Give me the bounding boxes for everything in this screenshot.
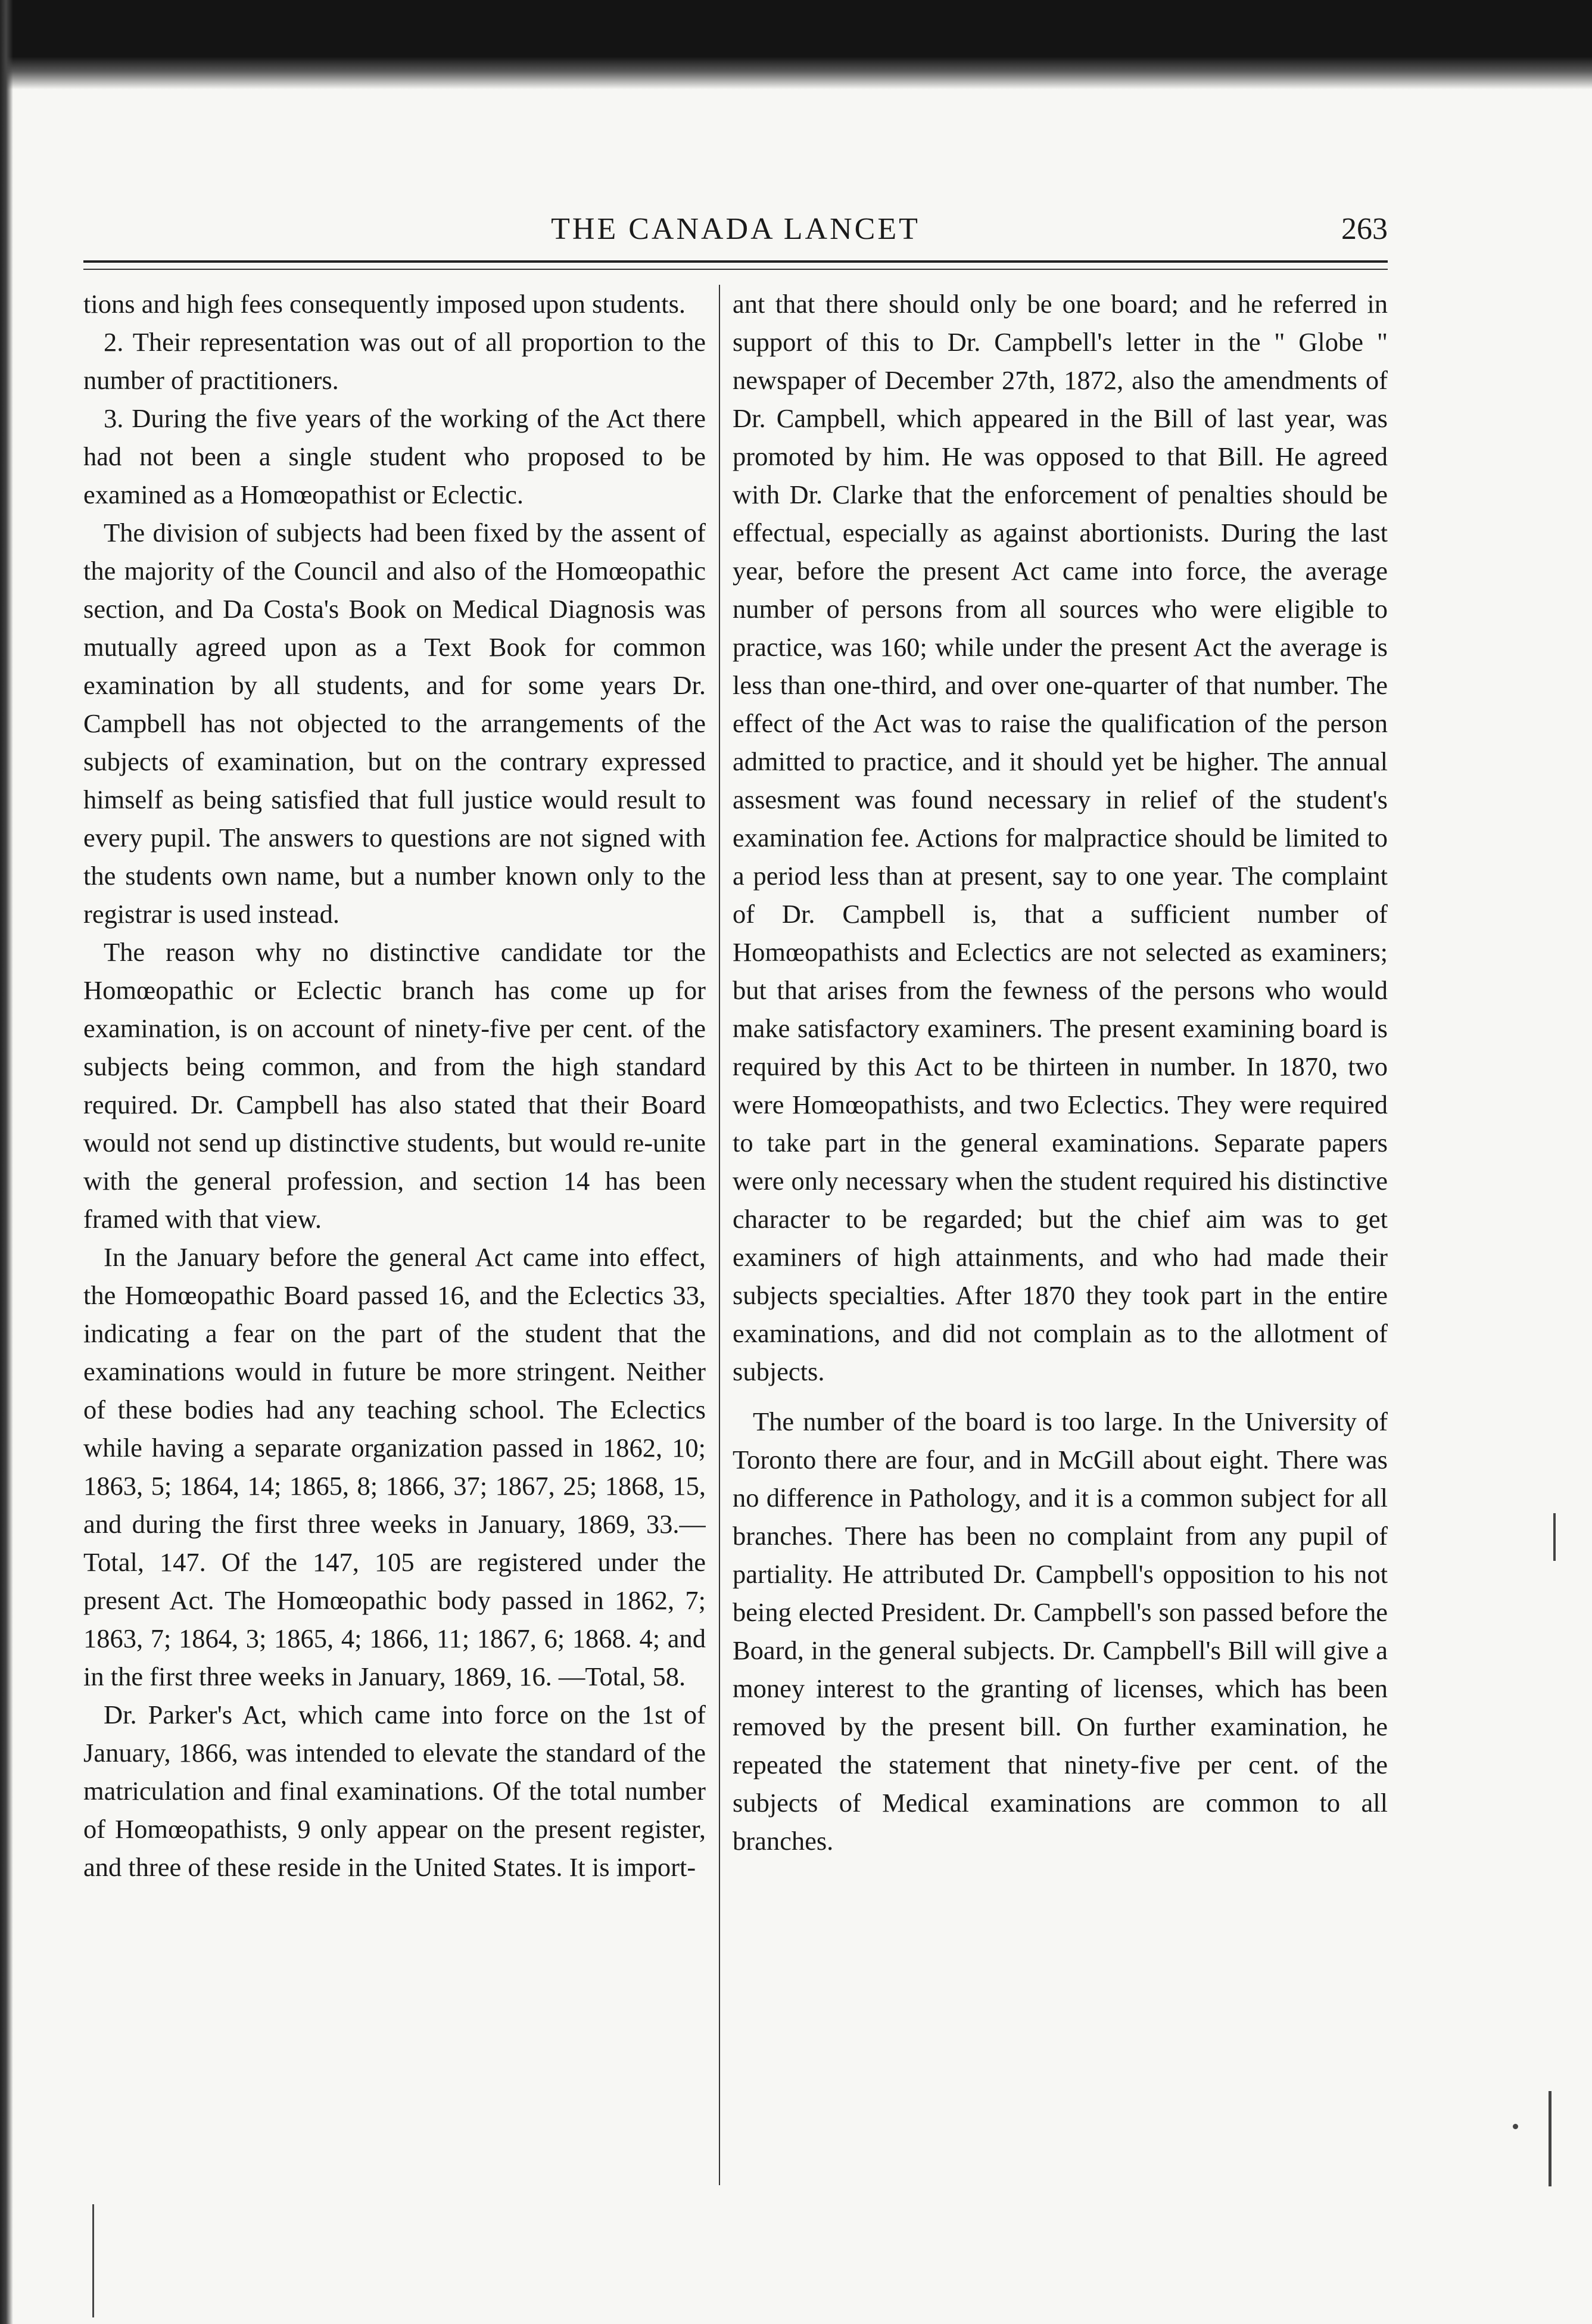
header-rule-thick xyxy=(83,260,1388,263)
paragraph: Dr. Parker's Act, which came into force on the 1st of January, 1866, was intended to elevate the standard of the matriculation and final examinations. Of the total number of Homœopathists, 9 only appear on the present register, and three of these reside in the United States. It is import- xyxy=(83,1700,706,1882)
scan-shadow-left xyxy=(0,0,13,2324)
right-column xyxy=(733,285,1388,2179)
paragraph: The division of subjects had been fixed by the assent of the majority of the Council and also of the Homœopathic section, and Da Costa's Book on Medical Diagnosis was mutually agreed upon as a Text Book for common examination by all students, and for some years Dr. Campbell has not objected to the arrangements of the subjects of examination, but on the contrary expressed himself as being satisfied that full justice would result to every pupil. The answers to questions are not signed with the students own name, but a number known only to the registrar is used instead. xyxy=(83,518,706,929)
scan-shadow-top xyxy=(0,0,1592,89)
scan-speck xyxy=(1553,1513,1556,1561)
column-divider xyxy=(719,285,720,2185)
paragraph: The reason why no distinctive candidate tor the Homœopathic or Eclectic branch has come up for examination, is on account of ninety-five per cent. of the subjects being common, and from the high standard required. Dr. Campbell has also stated that their Board would not send up distinctive students, but would re-unite with the general profession, and section 14 has been framed with that view. xyxy=(83,937,706,1234)
header-rule-thin xyxy=(83,269,1388,270)
paragraph: 3. During the five years of the working of the Act there had not been a single student who proposed to be examined as a Homœopathist or Eclectic. xyxy=(83,403,706,509)
page-number: 263 xyxy=(1341,212,1388,246)
left-column xyxy=(83,285,706,2179)
scan-speck xyxy=(1549,2091,1552,2186)
page-header xyxy=(83,211,1388,253)
paragraph: tions and high fees consequently imposed upon students. xyxy=(83,289,686,319)
paragraph: The number of the board is too large. In the University of Toronto there are four, and in McGill about eight. There was no difference in Pathology, and it is a common subject for all branches. There has been no complaint from any pupil of partiality. He attributed Dr. Campbell's opposition to his not being elected President. Dr. Campbell's son passed before the Board, in the general subjects. Dr. Campbell's Bill will give a money interest to the granting of licenses, which has been removed by the present bill. On further examination, he repeated the statement that ninety-five per cent. of the subjects of Medical examinations are common to all branches. xyxy=(733,1407,1388,1856)
scan-speck xyxy=(92,2204,94,2317)
paragraph: In the January before the general Act came into effect, the Homœopathic Board passed 16, and the Eclectics 33, indicating a fear on the part of the student that the examinations would in future be more stringent. Neither of these bodies had any teaching school. The Eclectics while having a separate organization passed in 1862, 10; 1863, 5; 1864, 14; 1865, 8; 1866, 37; 1867, 25; 1868, 15, and during the first three weeks in January, 1869, 33.—Total, 147. Of the 147, 105 are registered under the present Act. The Homœopathic body passed in 1862, 7; 1863, 7; 1864, 3; 1865, 4; 1866, 11; 1867, 6; 1868. 4; and in the first three weeks in January, 1869, 16. —Total, 58. xyxy=(83,1242,706,1691)
scan-speck xyxy=(1513,2124,1518,2129)
running-title: THE CANADA LANCET xyxy=(551,212,920,246)
paragraph: 2. Their representation was out of all proportion to the number of practitioners. xyxy=(83,327,706,395)
paragraph: ant that there should only be one board; and he referred in support of this to Dr. Campbell's letter in the " Globe " newspaper of December 27th, 1872, also the amendments of Dr. Campbell, which appeared in the Bill of last year, was promoted by him. He was opposed to that Bill. He agreed with Dr. Clarke that the enforcement of penalties should be effectual, especially as against abortionists. During the last year, before the present Act came into force, the average number of persons from all sources who were eligible to practice, was 160; while under the present Act the average is less than one-third, and over one-quarter of that number. The effect of the Act was to raise the qualification of the person admitted to practice, and it should yet be higher. The annual assesment was found necessary in relief of the student's examination fee. Actions for malpractice should be limited to a period less than at present, say to one year. The complaint of Dr. Campbell is, that a sufficient number of Homœopathists and Eclectics are not selected as examiners; but that arises from the fewness of the persons who would make satisfactory examiners. The present examining board is required by this Act to be thirteen in number. In 1870, two were Homœopathists, and two Eclectics. They were required to take part in the general examinations. Separate papers were only necessary when the student required his distinctive character to be regarded; but the chief aim was to get examiners of high attainments, and who had made their subjects specialties. After 1870 they took part in the entire examinations, and did not complain as to the allotment of subjects. xyxy=(733,289,1388,1386)
